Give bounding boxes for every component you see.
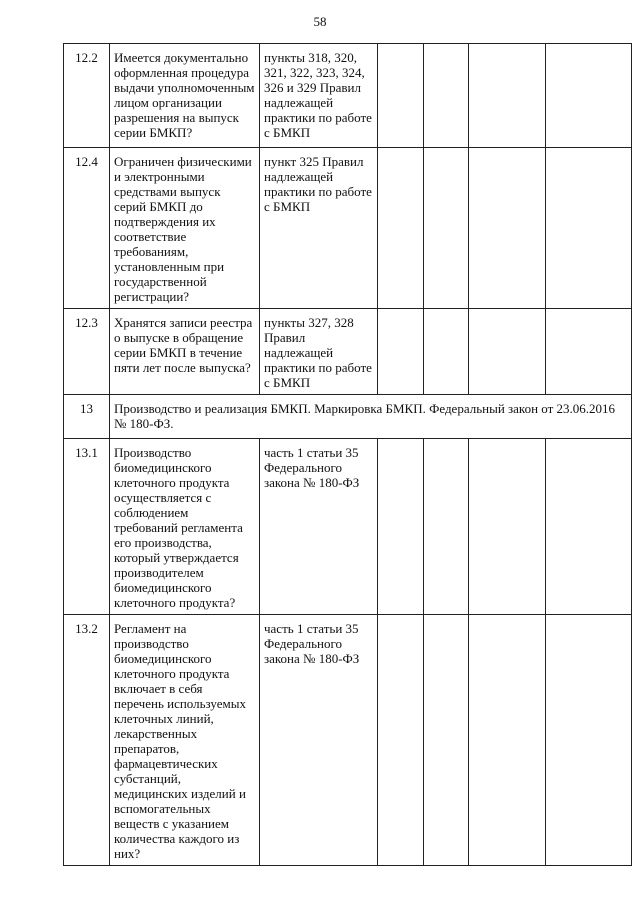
answer-yes-cell[interactable] xyxy=(378,439,424,615)
answer-yes-cell[interactable] xyxy=(378,615,424,866)
requirement-question: Регламент на производство биомедицинского клеточного продукта включает в себя перечень используемых клеточных линий, лекарственных препаратов, фармацевтических субстанций, медицинских изделий и вспомогательных веществ с указанием количества каждого из них? xyxy=(110,615,260,866)
answer-no-cell[interactable] xyxy=(424,148,469,309)
requirements-table xyxy=(63,43,632,866)
answer-yes-cell[interactable] xyxy=(378,44,424,148)
legal-reference: пункты 327, 328 Правил надлежащей практики по работе с БМКП xyxy=(260,309,378,395)
answer-na-cell[interactable] xyxy=(469,148,546,309)
requirement-question: Имеется документально оформленная процедура выдачи уполномоченным лицом организации разрешения на выпуск серии БМКП? xyxy=(110,44,260,148)
table-row xyxy=(64,309,632,395)
row-number: 12.2 xyxy=(64,44,110,148)
legal-reference: часть 1 статьи 35 Федерального закона № 180-ФЗ xyxy=(260,439,378,615)
row-number: 13.2 xyxy=(64,615,110,866)
table-row xyxy=(64,615,632,866)
note-cell[interactable] xyxy=(546,439,632,615)
answer-na-cell[interactable] xyxy=(469,44,546,148)
answer-yes-cell[interactable] xyxy=(378,148,424,309)
page-number: 58 xyxy=(313,14,327,29)
section-header-row xyxy=(64,395,632,439)
answer-no-cell[interactable] xyxy=(424,44,469,148)
table-row xyxy=(64,148,632,309)
note-cell[interactable] xyxy=(546,615,632,866)
row-number: 12.4 xyxy=(64,148,110,309)
legal-reference: пункт 325 Правил надлежащей практики по работе с БМКП xyxy=(260,148,378,309)
section-title: Производство и реализация БМКП. Маркировка БМКП. Федеральный закон от 23.06.2016 № 180-ФЗ. xyxy=(110,395,632,439)
table-row xyxy=(64,44,632,148)
answer-no-cell[interactable] xyxy=(424,309,469,395)
legal-reference: пункты 318, 320, 321, 322, 323, 324, 326 и 329 Правил надлежащей практики по работе с БМКП xyxy=(260,44,378,148)
row-number: 12.3 xyxy=(64,309,110,395)
note-cell[interactable] xyxy=(546,44,632,148)
legal-reference: часть 1 статьи 35 Федерального закона № 180-ФЗ xyxy=(260,615,378,866)
table-row xyxy=(64,439,632,615)
section-number: 13 xyxy=(64,395,110,439)
answer-no-cell[interactable] xyxy=(424,439,469,615)
requirement-question: Производство биомедицинского клеточного продукта осуществляется с соблюдением требований регламента его производства, который утверждается производителем биомедицинского клеточного продукта? xyxy=(110,439,260,615)
answer-yes-cell[interactable] xyxy=(378,309,424,395)
row-number: 13.1 xyxy=(64,439,110,615)
answer-na-cell[interactable] xyxy=(469,309,546,395)
requirement-question: Ограничен физическими и электронными средствами выпуск серий БМКП до подтверждения их соответствие требованиям, установленным при государственной регистрации? xyxy=(110,148,260,309)
requirement-question: Хранятся записи реестра о выпуске в обращение серии БМКП в течение пяти лет после выпуска? xyxy=(110,309,260,395)
answer-na-cell[interactable] xyxy=(469,439,546,615)
answer-no-cell[interactable] xyxy=(424,615,469,866)
note-cell[interactable] xyxy=(546,309,632,395)
answer-na-cell[interactable] xyxy=(469,615,546,866)
note-cell[interactable] xyxy=(546,148,632,309)
